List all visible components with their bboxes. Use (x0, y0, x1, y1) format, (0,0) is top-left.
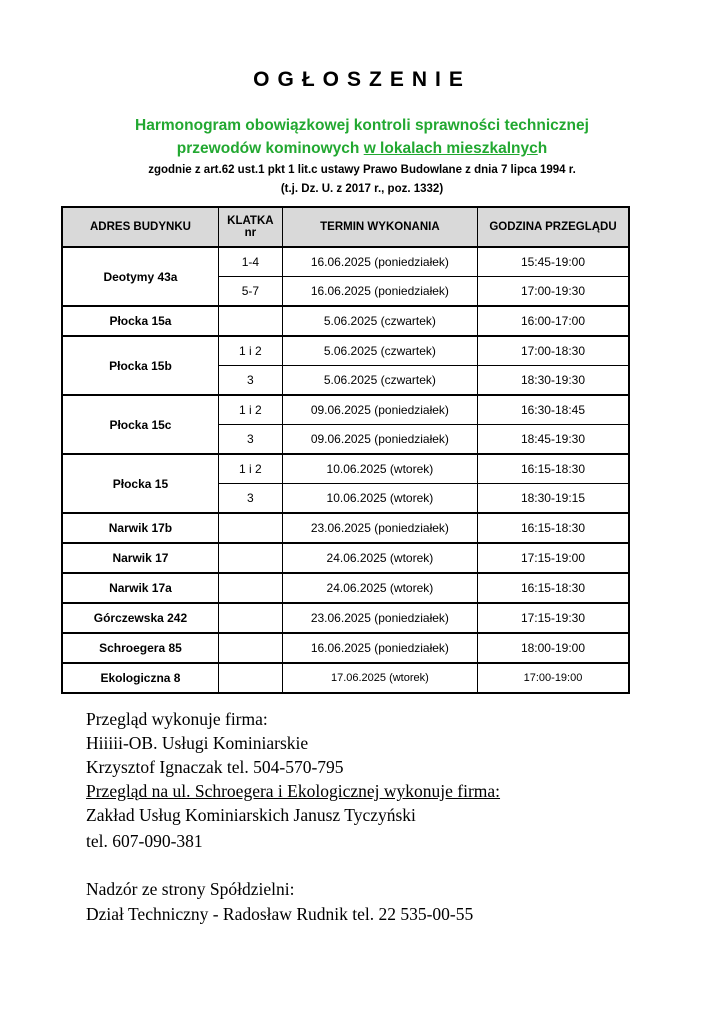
klatka-cell: 1 i 2 (218, 454, 282, 484)
table-row (62, 573, 629, 603)
klatka-cell: 3 (218, 484, 282, 514)
godzina-cell: 18:45-19:30 (477, 425, 629, 455)
table-row (62, 603, 629, 633)
godzina-cell: 16:00-17:00 (477, 306, 629, 336)
subtitle-line-2-underlined: w lokalach mieszkalnyc (363, 140, 538, 157)
klatka-cell (218, 633, 282, 663)
header-klatka-line2: nr (244, 227, 257, 239)
godzina-cell: 17:15-19:00 (477, 543, 629, 573)
address-cell: Płocka 15a (62, 306, 218, 336)
supervision-contact: Dział Techniczny - Radosław Rudnik tel. 22 535-00-55 (86, 904, 474, 924)
klatka-cell: 1 i 2 (218, 395, 282, 425)
termin-cell: 23.06.2025 (poniedziałek) (282, 513, 477, 543)
address-cell: Ekologiczna 8 (62, 663, 218, 693)
termin-cell: 5.06.2025 (czwartek) (282, 366, 477, 396)
address-cell: Deotymy 43a (62, 247, 218, 306)
klatka-cell (218, 543, 282, 573)
address-cell: Schroegera 85 (62, 633, 218, 663)
table-row (62, 543, 629, 573)
table-row (62, 395, 629, 425)
termin-cell: 16.06.2025 (poniedziałek) (282, 633, 477, 663)
page-title: OGŁOSZENIE (253, 68, 471, 91)
termin-cell: 5.06.2025 (czwartek) (282, 336, 477, 366)
klatka-cell: 3 (218, 366, 282, 396)
godzina-cell: 18:00-19:00 (477, 633, 629, 663)
klatka-cell: 1 i 2 (218, 336, 282, 366)
table-row (62, 454, 629, 484)
address-cell: Płocka 15c (62, 395, 218, 454)
table-row (62, 306, 629, 336)
klatka-cell (218, 663, 282, 693)
schedule-table (61, 206, 630, 694)
header-klatka-line1: KLATKA (227, 215, 274, 227)
godzina-cell: 16:15-18:30 (477, 513, 629, 543)
address-cell: Narwik 17b (62, 513, 218, 543)
header-godzina: GODZINA PRZEGLĄDU (477, 207, 629, 247)
godzina-cell: 16:30-18:45 (477, 395, 629, 425)
contractor-contact: Krzysztof Ignaczak tel. 504-570-795 (86, 757, 344, 777)
address-cell: Narwik 17a (62, 573, 218, 603)
termin-cell: 23.06.2025 (poniedziałek) (282, 603, 477, 633)
klatka-cell: 1-4 (218, 247, 282, 277)
table-header-row (62, 207, 629, 247)
godzina-cell: 16:15-18:30 (477, 573, 629, 603)
subtitle-line-1: Harmonogram obowiązkowej kontroli sprawności technicznej (135, 117, 589, 134)
godzina-cell: 17:00-19:30 (477, 277, 629, 307)
legal-basis-line-1: zgodnie z art.62 ust.1 pkt 1 lit.c ustawy Prawo Budowlane z dnia 7 lipca 1994 r. (148, 164, 576, 176)
table-row (62, 633, 629, 663)
klatka-cell (218, 306, 282, 336)
termin-cell: 5.06.2025 (czwartek) (282, 306, 477, 336)
termin-cell: 24.06.2025 (wtorek) (282, 573, 477, 603)
table-row (62, 336, 629, 366)
termin-cell: 16.06.2025 (poniedziałek) (282, 277, 477, 307)
address-cell: Płocka 15b (62, 336, 218, 395)
address-cell: Narwik 17 (62, 543, 218, 573)
contractor-name: Hiiiii-OB. Usługi Kominiarskie (86, 733, 309, 753)
godzina-cell: 15:45-19:00 (477, 247, 629, 277)
supervision-intro: Nadzór ze strony Spółdzielni: (86, 879, 295, 899)
subtitle-line-2 (0, 137, 724, 160)
termin-cell: 10.06.2025 (wtorek) (282, 454, 477, 484)
header-klatka (218, 207, 282, 247)
contractor-intro: Przegląd wykonuje firma: (86, 709, 268, 729)
subtitle-line-2-part-a: przewodów kominowych (176, 140, 364, 157)
klatka-cell (218, 603, 282, 633)
second-contractor-name: Zakład Usług Kominiarskich Janusz Tyczyński (86, 805, 416, 825)
termin-cell: 09.06.2025 (poniedziałek) (282, 395, 477, 425)
header-address: ADRES BUDYNKU (62, 207, 218, 247)
termin-cell: 10.06.2025 (wtorek) (282, 484, 477, 514)
godzina-cell: 17:15-19:30 (477, 603, 629, 633)
address-cell: Płocka 15 (62, 454, 218, 513)
table-row (62, 663, 629, 693)
termin-cell: 16.06.2025 (poniedziałek) (282, 247, 477, 277)
godzina-cell: 17:00-19:00 (477, 663, 629, 693)
address-cell: Górczewska 242 (62, 603, 218, 633)
godzina-cell: 18:30-19:30 (477, 366, 629, 396)
godzina-cell: 17:00-18:30 (477, 336, 629, 366)
klatka-cell: 5-7 (218, 277, 282, 307)
subtitle-line-2-part-c: h (537, 140, 548, 157)
header-termin: TERMIN WYKONANIA (282, 207, 477, 247)
legal-basis-line-2: (t.j. Dz. U. z 2017 r., poz. 1332) (280, 183, 444, 195)
klatka-cell: 3 (218, 425, 282, 455)
godzina-cell: 18:30-19:15 (477, 484, 629, 514)
second-contractor-phone: tel. 607-090-381 (86, 831, 203, 851)
klatka-cell (218, 513, 282, 543)
termin-cell: 24.06.2025 (wtorek) (282, 543, 477, 573)
table-row (62, 247, 629, 277)
godzina-cell: 16:15-18:30 (477, 454, 629, 484)
termin-cell: 09.06.2025 (poniedziałek) (282, 425, 477, 455)
second-contractor-intro: Przegląd na ul. Schroegera i Ekologicznej wykonuje firma: (86, 781, 501, 801)
termin-cell: 17.06.2025 (wtorek) (282, 663, 477, 693)
klatka-cell (218, 573, 282, 603)
table-row (62, 513, 629, 543)
